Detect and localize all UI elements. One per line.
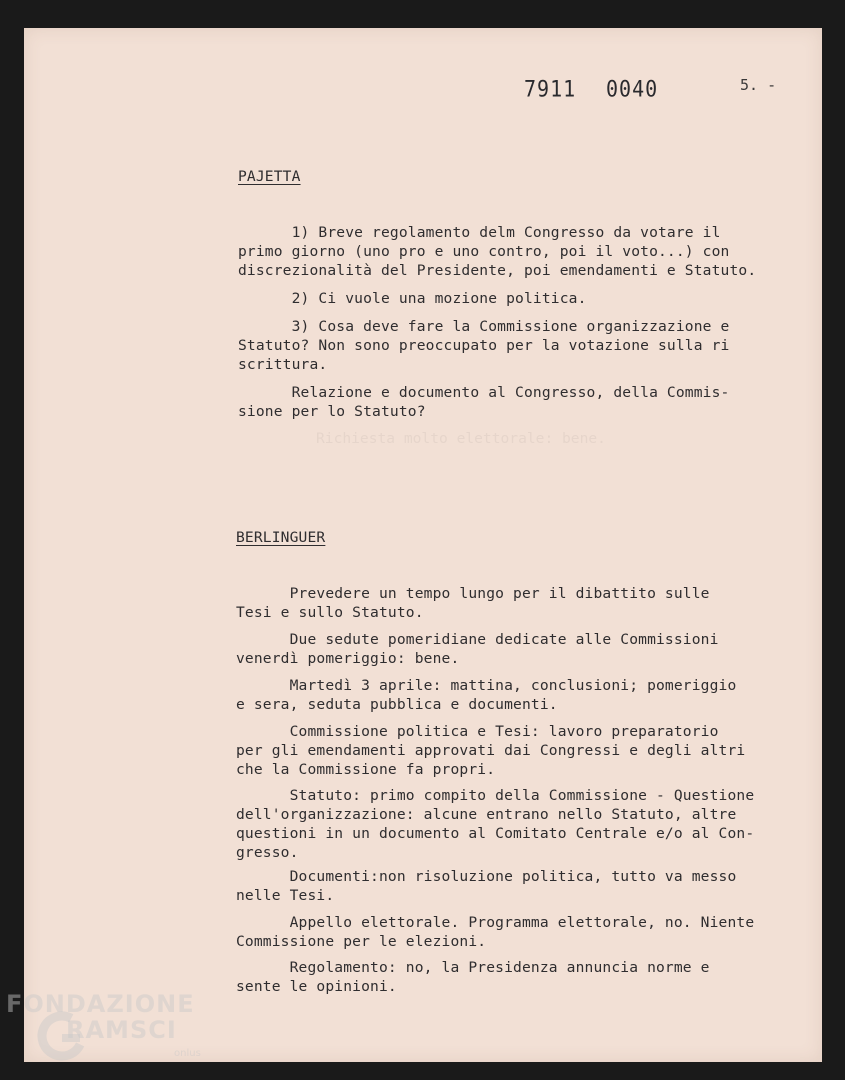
text-line: Tesi e sullo Statuto. [236,604,424,621]
text-line: Relazione e documento al Congresso, della Commis- [238,384,730,401]
text-line: Commissione politica e Tesi: lavoro preparatorio [236,723,719,740]
fondazione-gramsci-watermark [2,990,212,1070]
document-number-right: 0040 [606,75,659,103]
text-line: e sera, seduta pubblica e documenti. [236,696,558,713]
text-line: dell'organizzazione: alcune entrano nello Statuto, altre [236,806,737,823]
text-line: sente le opinioni. [236,978,397,995]
text-line: che la Commissione fa propri. [236,761,496,778]
text-line: questioni in un documento al Comitato Centrale e/o al Con- [236,825,755,842]
text-line: 1) Breve regolamento delm Congresso da votare il [238,224,721,241]
text-line: nelle Tesi. [236,887,335,904]
text-line: Due sedute pomeridiane dedicate alle Commissioni [236,631,719,648]
show-through-text: Richiesta molto elettorale: bene. [316,430,606,447]
watermark-onlus: onlus [174,1048,201,1059]
text-line: primo giorno (uno pro e uno contro, poi il voto...) con [238,243,730,260]
document-page [24,28,822,1062]
text-line: Statuto: primo compito della Commissione - Questione [236,787,755,804]
document-number-left: 7911 [524,75,577,103]
text-line: per gli emendamenti approvati dai Congressi e degli altri [236,742,746,759]
text-line: Martedì 3 aprile: mattina, conclusioni; pomeriggio [236,677,737,694]
text-line: Commissione per le elezioni. [236,933,487,950]
text-line: Prevedere un tempo lungo per il dibattito sulle [236,585,710,602]
text-line: Documenti:non risoluzione politica, tutto va messo [236,868,737,885]
page-number: 5. - [740,76,777,94]
text-line: discrezionalità del Presidente, poi emendamenti e Statuto. [238,262,757,279]
text-line: Statuto? Non sono preoccupato per la votazione sulla ri [238,337,730,354]
text-line: 2) Ci vuole una mozione politica. [238,290,587,307]
watermark-line1: FONDAZIONE [6,990,195,1018]
text-line: sione per lo Statuto? [238,403,426,420]
text-line: 3) Cosa deve fare la Commissione organizzazione e [238,318,730,335]
text-line: scrittura. [238,356,328,373]
text-line: gresso. [236,844,299,861]
text-line: venerdì pomeriggio: bene. [236,650,460,667]
text-line: Appello elettorale. Programma elettorale, no. Niente [236,914,755,931]
speaker-heading-berlinguer: BERLINGUER [236,529,326,546]
text-line: Regolamento: no, la Presidenza annuncia norme e [236,959,710,976]
watermark-line2: RAMSCI [66,1016,177,1044]
speaker-heading-pajetta: PAJETTA [238,168,301,185]
